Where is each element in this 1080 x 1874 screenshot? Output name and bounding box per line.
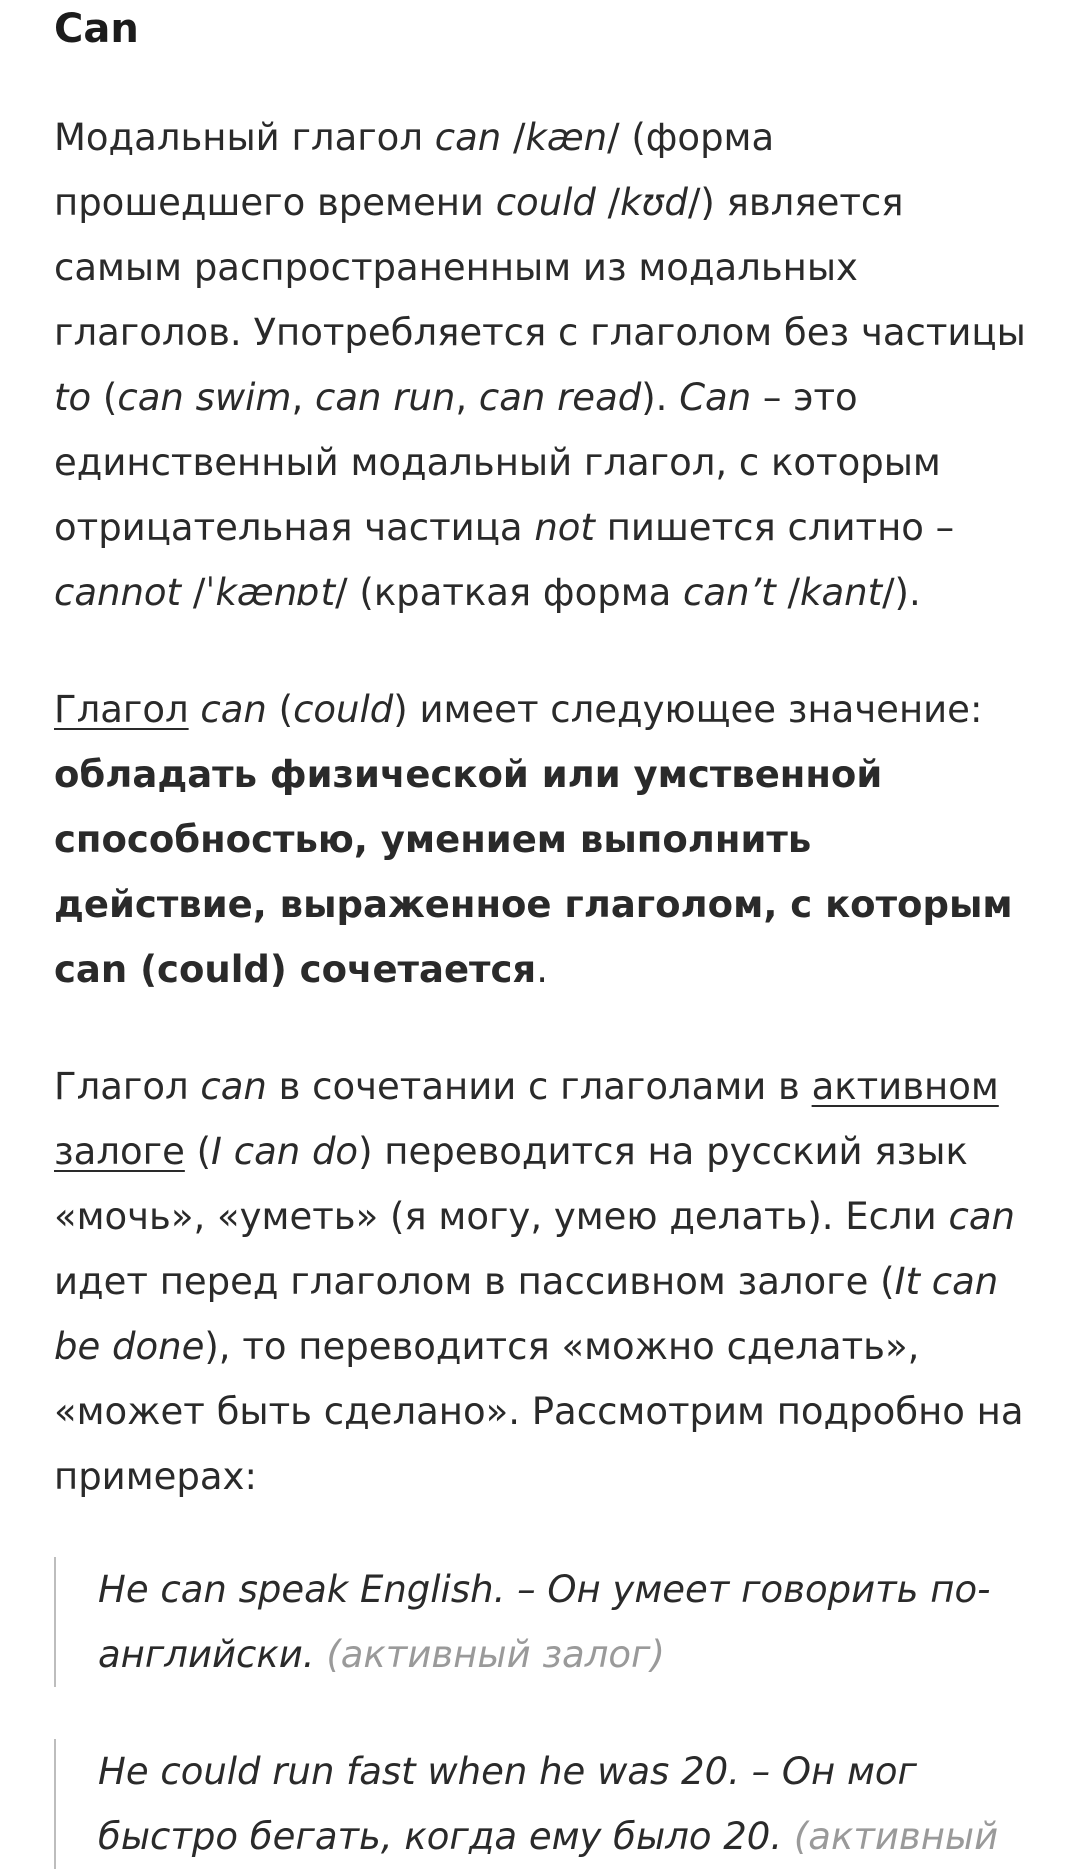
example-sentence: He could run fast when he was 20. – Он мог быстро бегать, когда ему было 20.: [98, 1750, 917, 1858]
example-can-read: can read: [478, 376, 642, 419]
term-cant: can’t: [683, 571, 776, 614]
intro-text: (: [91, 376, 118, 419]
meaning-paragraph: [54, 677, 1026, 1002]
voice-text: (: [184, 1130, 212, 1173]
intro-text: /: [775, 571, 801, 614]
transcription-can: kæn: [525, 116, 608, 159]
term-can: can: [434, 116, 502, 159]
voice-text: идет перед глаголом в пассивном залоге (: [54, 1260, 895, 1303]
voice-text: ) переводится на русский язык «мочь», «уметь» (я могу, умею делать). Если: [54, 1130, 968, 1238]
active-voice-link[interactable]: активном залоге: [54, 1065, 999, 1173]
meaning-definition: обладать физической или умственной способностью, умением выполнить действие, выраженное глаголом, с которым can (could) сочетается: [54, 753, 1013, 991]
verb-link[interactable]: Глагол: [54, 688, 189, 731]
term-can-capital: Can: [679, 376, 752, 419]
transcription-cannot: ˈkænɒt: [205, 571, 336, 614]
example-note: (активный: [793, 1815, 999, 1858]
term-could: could: [293, 688, 394, 731]
intro-text: / (краткая форма: [335, 571, 684, 614]
example-can-swim: can swim: [117, 376, 292, 419]
meaning-text: (: [266, 688, 294, 731]
intro-text: / (форма прошедшего времени: [54, 116, 775, 224]
term-not: not: [534, 506, 595, 549]
meaning-text: [189, 688, 201, 731]
term-can: can: [948, 1195, 1015, 1238]
transcription-could: kʊd: [620, 181, 688, 224]
voice-text: Глагол: [54, 1065, 201, 1108]
intro-text: ,: [455, 376, 479, 419]
intro-text: – это единственный модальный глагол, с которым отрицательная частица: [54, 376, 941, 549]
example-sentence: He can speak English. – Он умеет говорить по-английски.: [98, 1568, 991, 1676]
meaning-text: ) имеет следующее значение:: [393, 688, 983, 731]
example-passive: It can be done: [54, 1260, 999, 1368]
voice-text: ), то переводится «можно сделать», «может быть сделано». Рассмотрим подробно на примерах:: [54, 1325, 1024, 1498]
intro-text: /).: [882, 571, 921, 614]
meaning-text: .: [536, 948, 548, 991]
intro-text: /: [595, 181, 621, 224]
intro-text: /: [501, 116, 526, 159]
intro-text: ).: [641, 376, 680, 419]
term-cannot: cannot: [54, 571, 182, 614]
intro-text: пишется слитно –: [594, 506, 955, 549]
example-quote: [54, 1557, 1026, 1687]
example-can-run: can run: [314, 376, 456, 419]
transcription-cant: kant: [800, 571, 883, 614]
voice-paragraph: [54, 1054, 1026, 1509]
term-could: could: [495, 181, 596, 224]
page-title: Can: [54, 6, 139, 52]
term-can: can: [200, 1065, 267, 1108]
intro-text: Модальный глагол: [54, 116, 435, 159]
example-quote: [54, 1739, 1026, 1869]
term-to: to: [54, 376, 92, 419]
example-active: I can do: [211, 1130, 359, 1173]
intro-paragraph: [54, 105, 1026, 625]
example-note: (активный залог): [326, 1633, 665, 1676]
intro-text: ,: [291, 376, 315, 419]
term-can: can: [200, 688, 267, 731]
intro-text: /) является самым распространенным из модальных глаголов. Употребляется с глаголом без частицы: [54, 181, 1026, 354]
intro-text: /: [181, 571, 206, 614]
voice-text: в сочетании с глаголами в: [266, 1065, 812, 1108]
